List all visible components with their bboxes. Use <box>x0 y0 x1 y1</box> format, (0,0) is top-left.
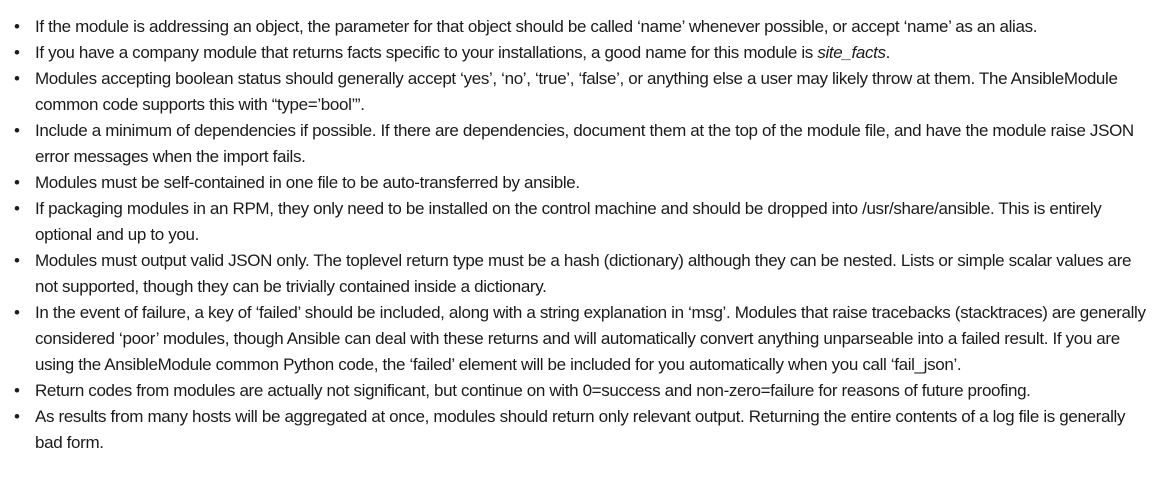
text-run: . <box>885 43 890 62</box>
list-item <box>14 404 1151 456</box>
bullet-icon: • <box>14 173 20 192</box>
text-run: Modules must output valid JSON only. The toplevel return type must be a hash (dictionary) although they can be nested. Lists or simple scalar values are not supported, though they can be trivially contained inside a dictionary. <box>35 251 1132 296</box>
text-run: As results from many hosts will be aggregated at once, modules should return only relevant output. Returning the entire contents of a log file is generally bad form. <box>35 407 1126 452</box>
text-run: If you have a company module that returns facts specific to your installations, a good name for this module is <box>35 43 818 62</box>
text-run: In the event of failure, a key of ‘failed’ should be included, along with a string explanation in ‘msg’. Modules that raise tracebacks (stacktraces) are generally considered ‘poor’ modules, though Ansible can deal with these returns and will automatically convert anything unparseable into a failed result. If you are using the AnsibleModule common Python code, the ‘failed’ element will be included for you automatically when you call ‘fail_json’. <box>35 303 1146 374</box>
list-item <box>14 66 1151 118</box>
list-item <box>14 248 1151 300</box>
list-item <box>14 378 1151 404</box>
list-item <box>14 14 1151 40</box>
bullet-icon: • <box>14 199 20 218</box>
bullet-icon: • <box>14 407 20 426</box>
text-run: Return codes from modules are actually not significant, but continue on with 0=success and non-zero=failure for reasons of future proofing. <box>35 381 1031 400</box>
text-run: Modules accepting boolean status should generally accept ‘yes’, ‘no’, ‘true’, ‘false’, or anything else a user may likely throw at them. The AnsibleModule common code supports this with “type=’bool’”. <box>35 69 1118 114</box>
text-run: site_facts <box>817 43 886 62</box>
bullet-icon: • <box>14 121 20 140</box>
text-run: If the module is addressing an object, the parameter for that object should be called ‘name’ whenever possible, or accept ‘name’ as an alias. <box>35 17 1038 36</box>
bullet-list <box>0 14 1151 456</box>
text-run: If packaging modules in an RPM, they only need to be installed on the control machine and should be dropped into /usr/share/ansible. This is entirely optional and up to you. <box>35 199 1102 244</box>
bullet-icon: • <box>14 381 20 400</box>
bullet-icon: • <box>14 69 20 88</box>
list-item <box>14 40 1151 66</box>
list-item <box>14 170 1151 196</box>
text-run: Modules must be self-contained in one file to be auto-transferred by ansible. <box>35 173 580 192</box>
bullet-icon: • <box>14 17 20 36</box>
list-item <box>14 196 1151 248</box>
bullet-icon: • <box>14 43 20 62</box>
bullet-icon: • <box>14 303 20 322</box>
list-item <box>14 300 1151 378</box>
list-item <box>14 118 1151 170</box>
bullet-icon: • <box>14 251 20 270</box>
text-run: Include a minimum of dependencies if possible. If there are dependencies, document them at the top of the module file, and have the module raise JSON error messages when the import fails. <box>35 121 1134 166</box>
